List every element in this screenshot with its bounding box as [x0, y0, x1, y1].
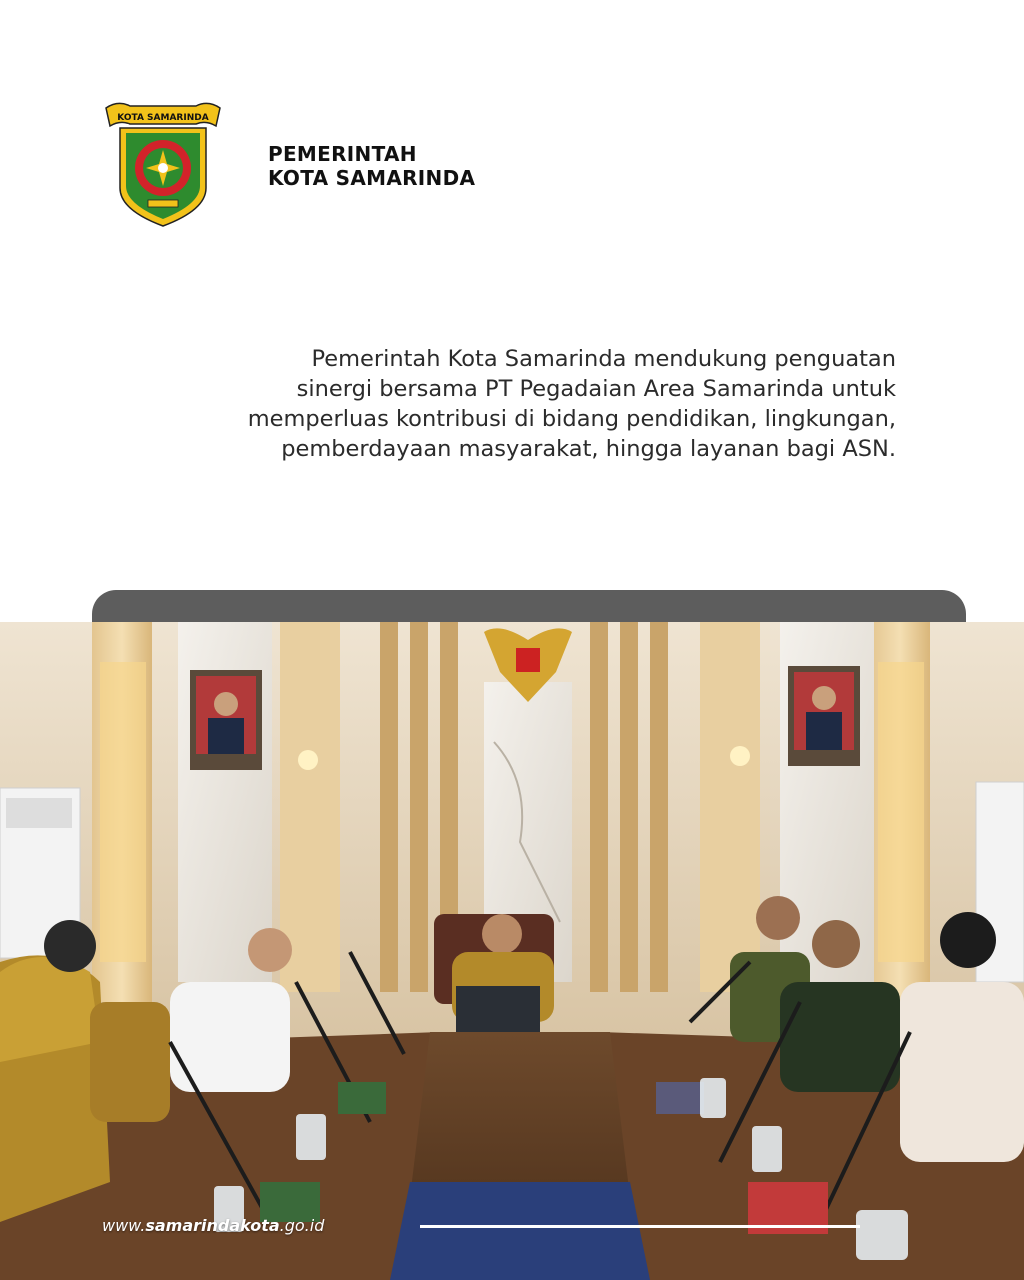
- caption-line: sinergi bersama PT Pegadaian Area Samarinda untuk: [296, 376, 896, 402]
- kota-samarinda-logo: [100, 98, 226, 230]
- org-line-1: PEMERINTAH: [268, 142, 417, 166]
- organization-name: [268, 142, 475, 190]
- website-divider-line: [420, 1225, 860, 1228]
- website-domain: samarindakota: [145, 1216, 280, 1235]
- caption-line: memperluas kontribusi di bidang pendidikan, lingkungan,: [247, 406, 896, 432]
- caption-line: pemberdayaan masyarakat, hingga layanan bagi ASN.: [281, 436, 896, 462]
- website-url[interactable]: [102, 1216, 324, 1235]
- caption-line: Pemerintah Kota Samarinda mendukung penguatan: [311, 346, 896, 372]
- meeting-photo: [0, 622, 1024, 1280]
- org-line-2: KOTA SAMARINDA: [268, 166, 476, 190]
- svg-text:KOTA SAMARINDA: KOTA SAMARINDA: [117, 113, 209, 123]
- website-prefix: www.: [102, 1216, 146, 1235]
- news-caption: [136, 344, 896, 464]
- website-suffix: .go.id: [279, 1216, 325, 1235]
